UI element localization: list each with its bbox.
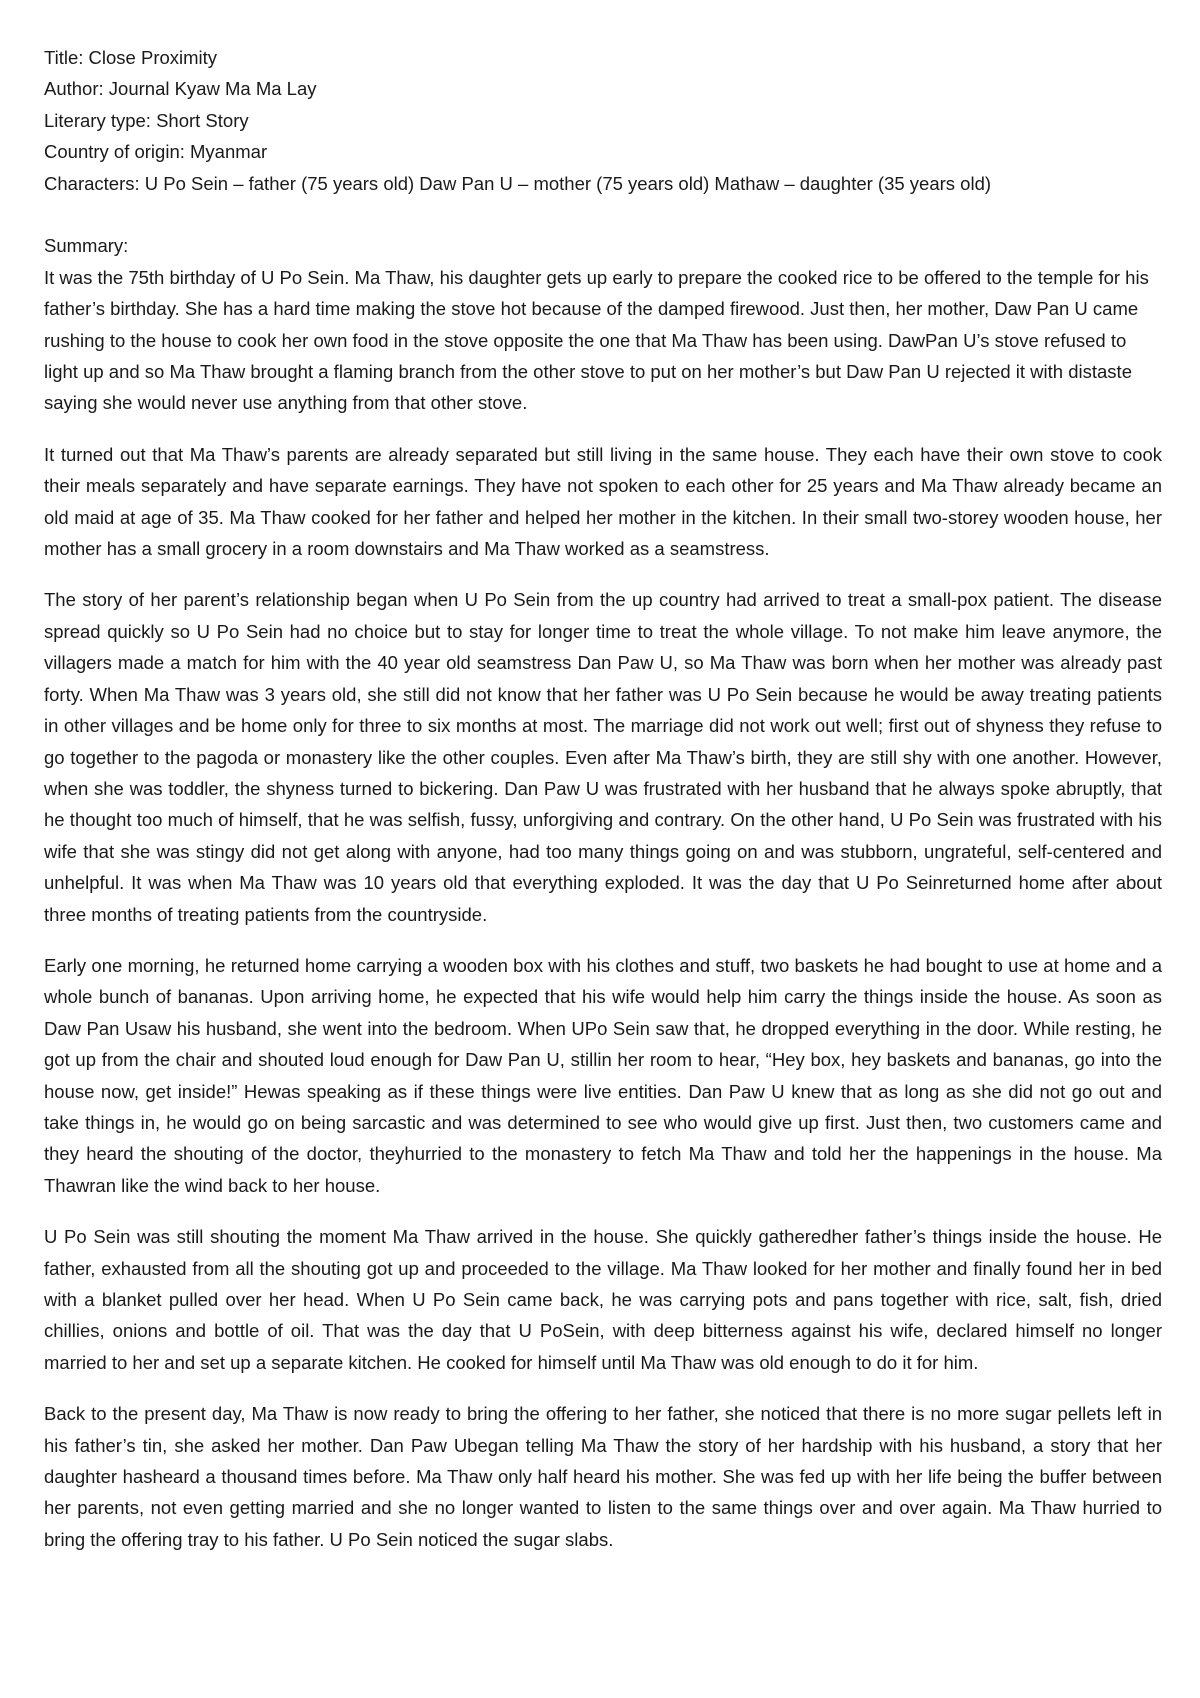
summary-paragraph-3: The story of her parent’s relationship began when U Po Sein from the up country had arrived to treat a small-pox patient. The disease spread quickly so U Po Sein had no choice but to stay for longer time to treat the whole village. To not make him leave anymore, the villagers made a match for him with the 40 year old seamstress Dan Paw U, so Ma Thaw was born when her mother was already past forty. When Ma Thaw was 3 years old, she still did not know that her father was U Po Sein because he would be away treating patients in other villages and be home only for three to six months at most. The marriage did not work out well; first out of shyness they refuse to go together to the pagoda or monastery like the other couples. Even after Ma Thaw’s birth, they are still shy with one another. However, when she was toddler, the shyness turned to bickering. Dan Paw U was frustrated with her husband that he always spoke abruptly, that he thought too much of himself, that he was selfish, fussy, unforgiving and contrary. On the other hand, U Po Sein was frustrated with his wife that she was stingy did not get along with anyone, had too many things going on and was stubborn, ungrateful, self-centered and unhelpful. It was when Ma Thaw was 10 years old that everything exploded. It was the day that U Po Seinreturned home after about three months of treating patients from the countryside. [44,589,1162,925]
summary-paragraph-6: Back to the present day, Ma Thaw is now ready to bring the offering to her father, she noticed that there is no more sugar pellets left in his father’s tin, she asked her mother. Dan Paw Ubegan telling Ma Thaw the story of her hardship with his husband, a story that her daughter hasheard a thousand times before. Ma Thaw only half heard his mother. She was fed up with her life being the buffer between her parents, not even getting married and she no longer wanted to listen to the same things over and over again. Ma Thaw hurried to bring the offering tray to his father. U Po Sein noticed the sugar slabs. [44,1403,1162,1550]
summary-heading: Summary: [44,235,129,257]
author-line: Author: Journal Kyaw Ma Ma Lay [44,78,317,100]
summary-paragraph-2: It turned out that Ma Thaw’s parents are already separated but still living in the same house. They each have their own stove to cook their meals separately and have separate earnings. They have not spoken to each other for 25 years and Ma Thaw already became an old maid at age of 35. Ma Thaw cooked for her father and helped her mother in the kitchen. In their small two-storey wooden house, her mother has a small grocery in a room downstairs and Ma Thaw worked as a seamstress. [44,443,1162,560]
summary-paragraph-1: It was the 75th birthday of U Po Sein. Ma Thaw, his daughter gets up early to prepare the cooked rice to be offered to the temple for his father’s birthday. She has a hard time making the stove hot because of the damped firewood. Just then, her mother, Daw Pan U came rushing to the house to cook her own food in the stove opposite the one that Ma Thaw has been using. DawPan U’s stove refused to light up and so Ma Thaw brought a flaming branch from the other stove to put on her mother’s but Daw Pan U rejected it with distaste saying she would never use anything from that other stove. [44,266,1149,414]
document-body [44,42,1162,1575]
summary-paragraph-4: Early one morning, he returned home carrying a wooden box with his clothes and stuff, two baskets he had bought to use at home and a whole bunch of bananas. Upon arriving home, he expected that his wife would help him carry the things inside the house. As soon as Daw Pan Usaw his husband, she went into the bedroom. When UPo Sein saw that, he dropped everything in the door. While resting, he got up from the chair and shouted loud enough for Daw Pan U, stillin her room to hear, “Hey box, hey baskets and bananas, go into the house now, get inside!” Hewas speaking as if these things were live entities. Dan Paw U knew that as long as she did not go out and take things in, he would go on being sarcastic and was determined to see who would give up first. Just then, two customers came and they heard the shouting of the doctor, theyhurried to the monastery to fetch Ma Thaw and told her the happenings in the house. Ma Thawran like the wind back to her house. [44,954,1162,1196]
summary-paragraph-5: U Po Sein was still shouting the moment Ma Thaw arrived in the house. She quickly gatheredher father’s things inside the house. He father, exhausted from all the shouting got up and proceeded to the village. Ma Thaw looked for her mother and finally found her in bed with a blanket pulled over her head. When U Po Sein came back, he was carrying pots and pans together with rice, salt, fish, dried chillies, onions and bottle of oil. That was the day that U PoSein, with deep bitterness against his wife, declared himself no longer married to her and set up a separate kitchen. He cooked for himself until Ma Thaw was old enough to do it for him. [44,1226,1162,1373]
literary-type-line: Literary type: Short Story [44,109,249,131]
title-line: Title: Close Proximity [44,47,218,68]
country-line: Country of origin: Myanmar [44,141,268,163]
characters-line: Characters: U Po Sein – father (75 years old) Daw Pan U – mother (75 years old) Mathaw – daughter (35 years old) [44,172,992,194]
spacer [44,199,1162,230]
